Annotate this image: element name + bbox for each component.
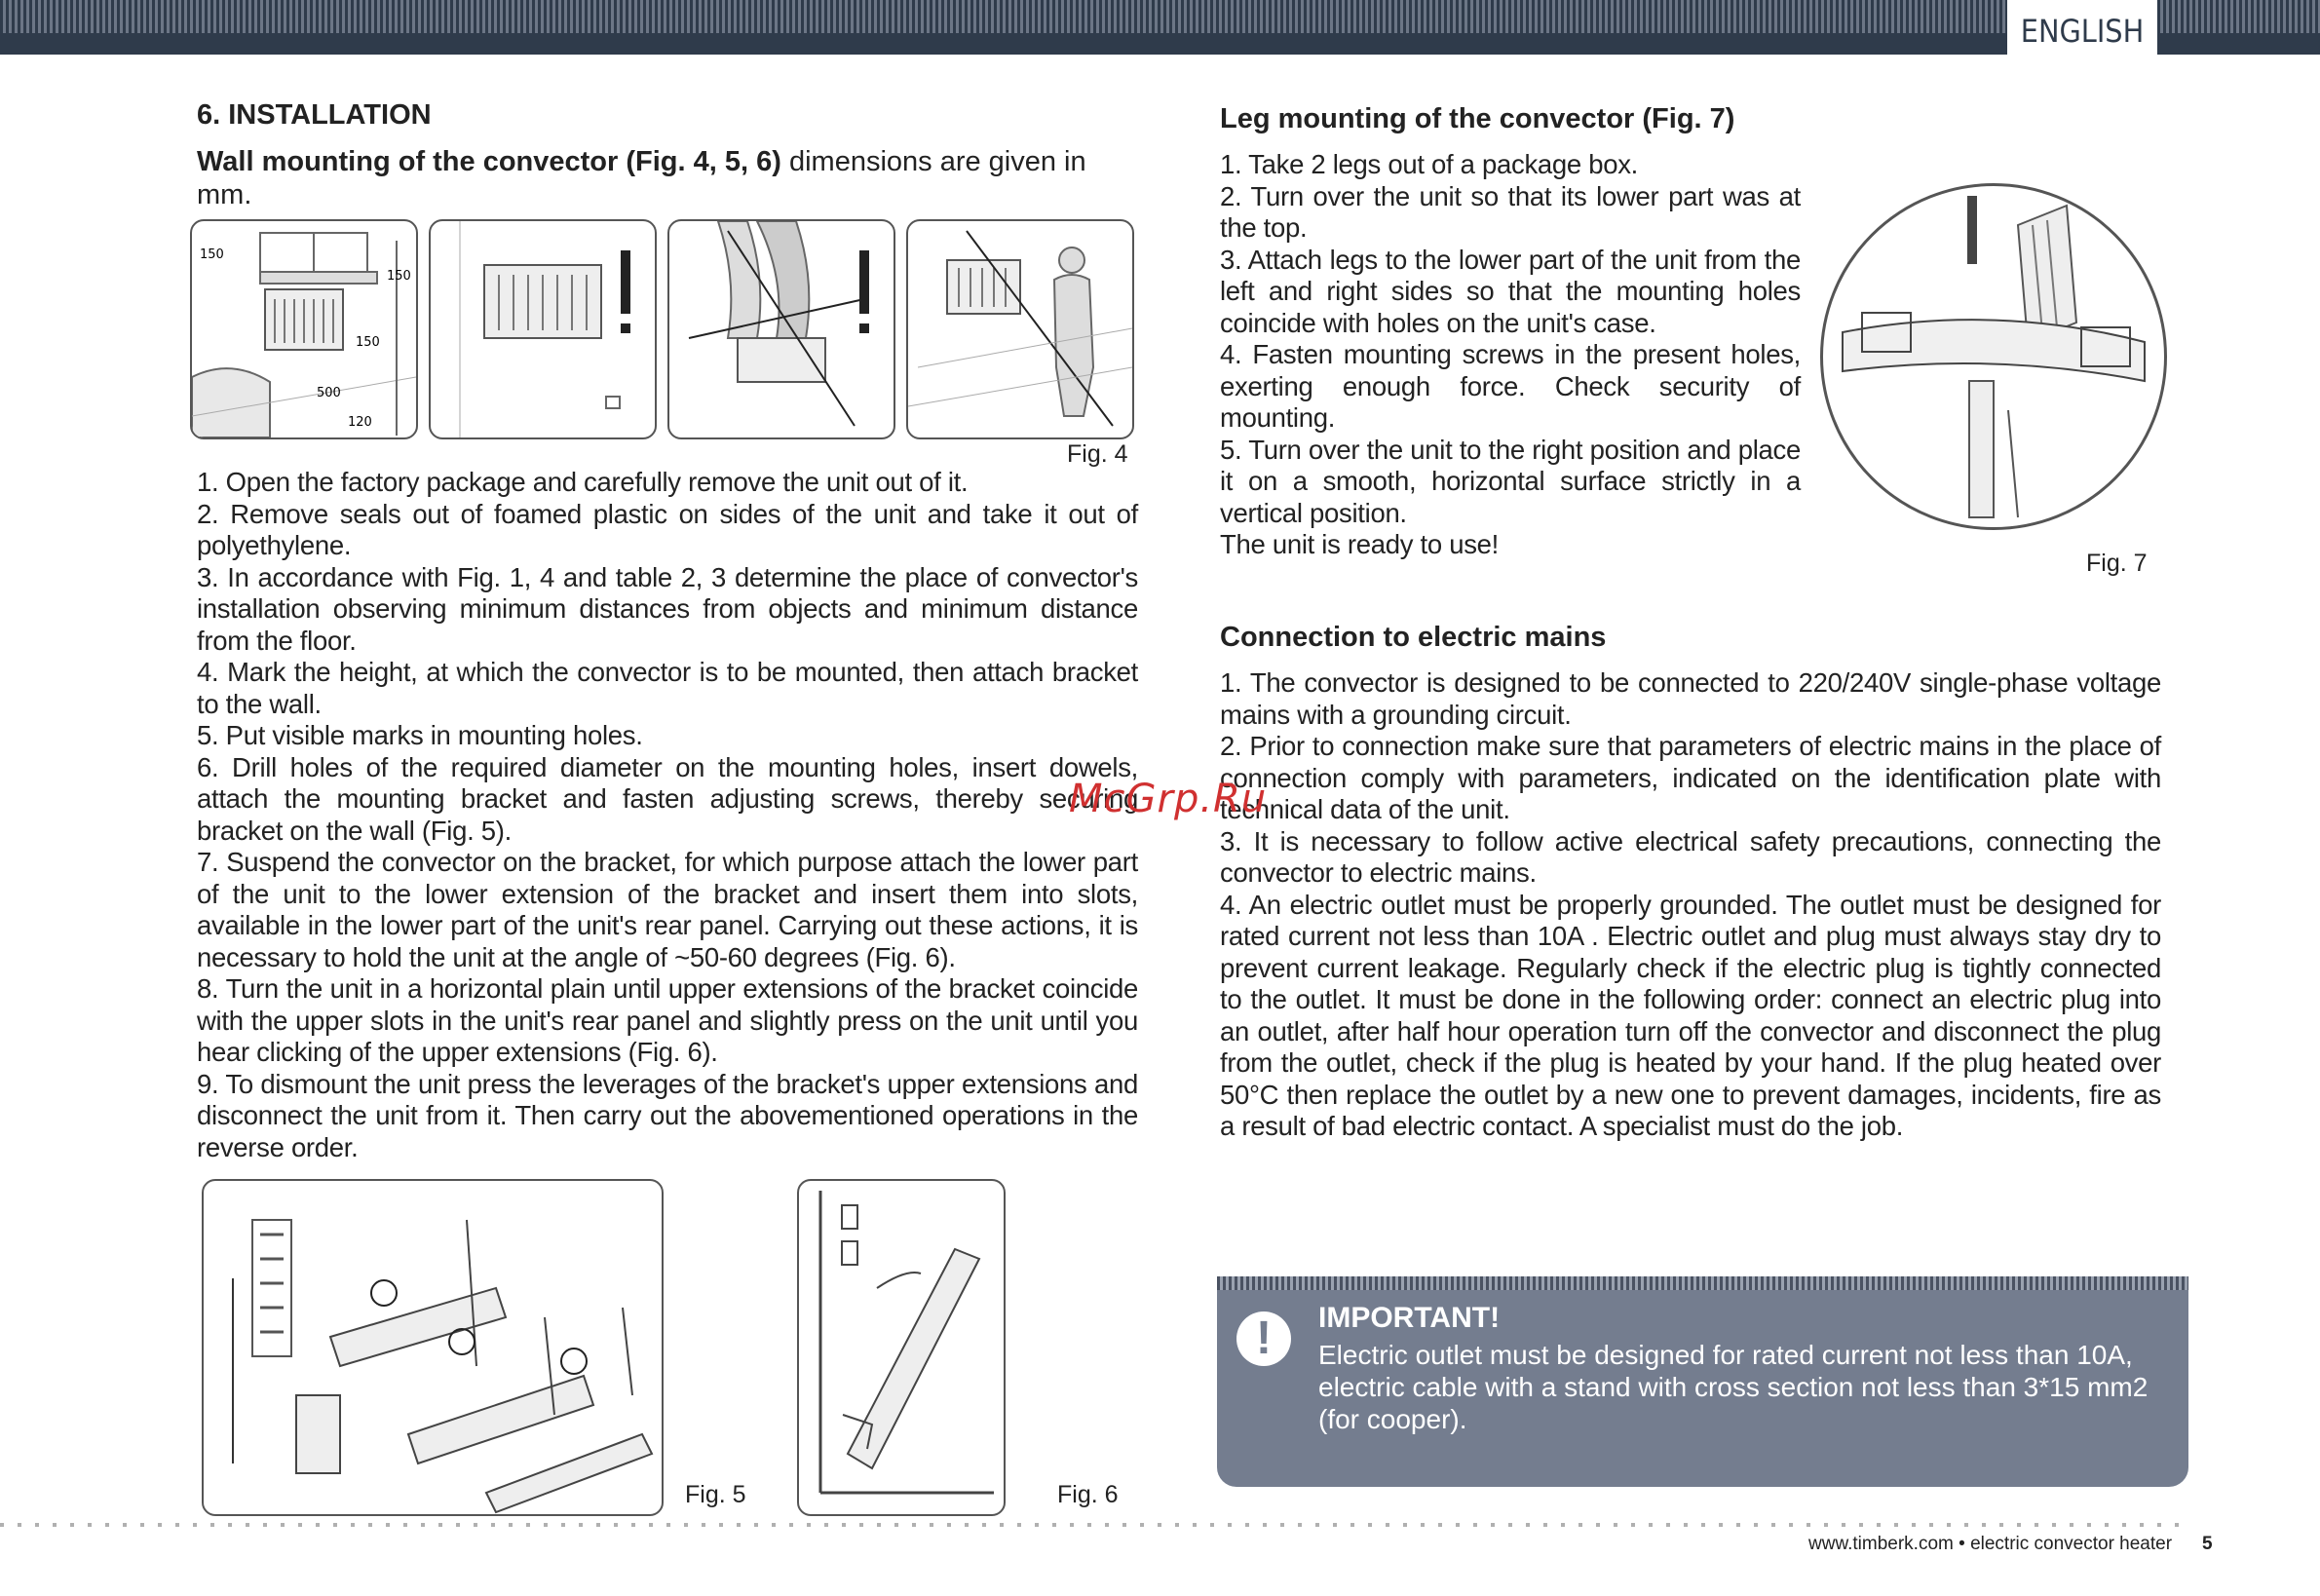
- leg-step-1: 1. Take 2 legs out of a package box.: [1220, 149, 1638, 179]
- wall-step-8: 8. Turn the unit in a horizontal plain until upper extensions of the bracket coincide with the upper slots in the unit's rear panel and slightly press on the unit until you hear clicking of the upper extensions (Fig. 6).: [197, 973, 1138, 1067]
- wall-mounting-title: Wall mounting of the convector (Fig. 4, 5, 6): [197, 146, 781, 177]
- fig7-image: [1820, 183, 2167, 530]
- watermark: McGrp.Ru: [1069, 777, 1268, 821]
- fig4-panel-1: [190, 219, 418, 439]
- page-number: 5: [2202, 1534, 2213, 1554]
- fig4-caption: Fig. 4: [1067, 440, 1128, 468]
- wall-step-7: 7. Suspend the convector on the bracket, for which purpose attach the lower part of the unit to the lower extension of the bracket and insert them into slots, available in the lower part of the unit's rear panel. Carrying out these actions, it is necessary to hold the unit at the angle of ~50-60 degrees (Fig. 6).: [197, 847, 1138, 972]
- wall-step-9: 9. To dismount the unit press the leverages of the bracket's upper extensions and disconnect the unit from it. Then carry out the abovementioned operations in the reverse order.: [197, 1068, 1138, 1162]
- wall-step-6: 6. Drill holes of the required diameter on the mounting holes, insert dowels, attach the mounting bracket and fasten adjusting screws, thereby securing bracket on the wall (Fig. 5).: [197, 751, 1138, 846]
- wall-step-2: 2. Remove seals out of foamed plastic on sides of the unit and take it out of polyethylene.: [197, 498, 1138, 560]
- fig7-caption: Fig. 7: [2086, 550, 2148, 577]
- wall-step-1: 1. Open the factory package and carefully remove the unit out of it.: [197, 467, 969, 497]
- mains-step-2: 2. Prior to connection make sure that parameters of electric mains in the place of connection comply with parameters, indicated on the identification plate with technical data of the unit.: [1220, 731, 2161, 824]
- important-notice: [1217, 1276, 2188, 1487]
- leg-step-4: 4. Fasten mounting screws in the present holes, exerting enough force. Check security of mounting.: [1220, 339, 1801, 433]
- language-label: ENGLISH: [2007, 0, 2157, 55]
- fig4-panel-3: [667, 219, 895, 439]
- fig4-dim-5: 120: [348, 415, 372, 430]
- fig5-image: [202, 1179, 664, 1516]
- mains-step-1: 1. The convector is designed to be connected to 220/240V single-phase voltage mains with a grounding circuit.: [1220, 667, 2161, 730]
- left-column: [197, 99, 1138, 211]
- footer-divider: [0, 1523, 2183, 1527]
- important-text: Electric outlet must be designed for rated current not less than 10A, electric cable with a stand with cross section not less than 3*15 mm2 (for cooper).: [1318, 1340, 2149, 1434]
- fig4-panel-2: [429, 219, 657, 439]
- fig4-panel-4: [906, 219, 1134, 439]
- section-title: 6. INSTALLATION: [197, 99, 432, 131]
- mains-step-4: 4. An electric outlet must be properly grounded. The outlet must be designed for rated current not less than 10A . Electric outlet and plug must always stay dry to prevent current leakage. Regularly check if the electric plug is tightly connected to the outlet. It must be done in the following order: connect an electric plug into an outlet, after half hour operation turn off the convector and disconnect the plug from the outlet, check if the plug is heated by your hand. If the plug heated over 50°C then replace the outlet by a new one to prevent damages, incidents, fire as a result of bad electric contact. A specialist must do the job.: [1220, 889, 2161, 1141]
- fig6-caption: Fig. 6: [1057, 1481, 1119, 1508]
- leg-step-5: 5. Turn over the unit to the right position and place it on a smooth, horizontal surface strictly in a vertical position.: [1220, 434, 1801, 528]
- wall-steps: [197, 467, 1138, 1163]
- fig4-dim-4: 500: [317, 386, 341, 400]
- leg-ready-note: The unit is ready to use!: [1220, 529, 1499, 559]
- wall-mounting-heading: [197, 145, 1138, 211]
- fig4-dim-2: 150: [387, 269, 411, 284]
- wall-step-5: 5. Put visible marks in mounting holes.: [197, 720, 643, 750]
- fig4-dim-1: 150: [200, 247, 224, 262]
- leg-step-3: 3. Attach legs to the lower part of the unit from the left and right sides so that the mounting holes coincide with holes on the unit's case.: [1220, 244, 1801, 338]
- important-title: IMPORTANT!: [1318, 1302, 1501, 1334]
- footer-site[interactable]: www.timberk.com • electric convector heater: [1808, 1534, 2173, 1554]
- fig5-caption: Fig. 5: [685, 1481, 746, 1508]
- mains-section: [1220, 622, 2161, 1143]
- wall-mounting-subtitle: dimensions are given in mm.: [197, 146, 1086, 210]
- important-stripe: [1217, 1276, 2188, 1290]
- leg-mounting-title: Leg mounting of the convector (Fig. 7): [1220, 103, 1735, 134]
- mains-step-3: 3. It is necessary to follow active electrical safety precautions, connecting the convector to electric mains.: [1220, 825, 2161, 888]
- wall-step-3: 3. In accordance with Fig. 1, 4 and table 2, 3 determine the place of convector's installation observing minimum distances from objects and minimum distance from the floor.: [197, 561, 1138, 656]
- leg-step-2: 2. Turn over the unit so that its lower part was at the top.: [1220, 180, 1801, 243]
- fig4-dim-3: 150: [356, 335, 380, 350]
- header-bar-base: [0, 33, 2320, 55]
- wall-step-4: 4. Mark the height, at which the convector is to be mounted, then attach bracket to the wall.: [197, 657, 1138, 719]
- leg-section: [1220, 103, 1801, 561]
- mains-title: Connection to electric mains: [1220, 622, 1607, 653]
- fig6-image: [797, 1179, 1006, 1516]
- exclamation-icon: !: [1236, 1311, 1291, 1366]
